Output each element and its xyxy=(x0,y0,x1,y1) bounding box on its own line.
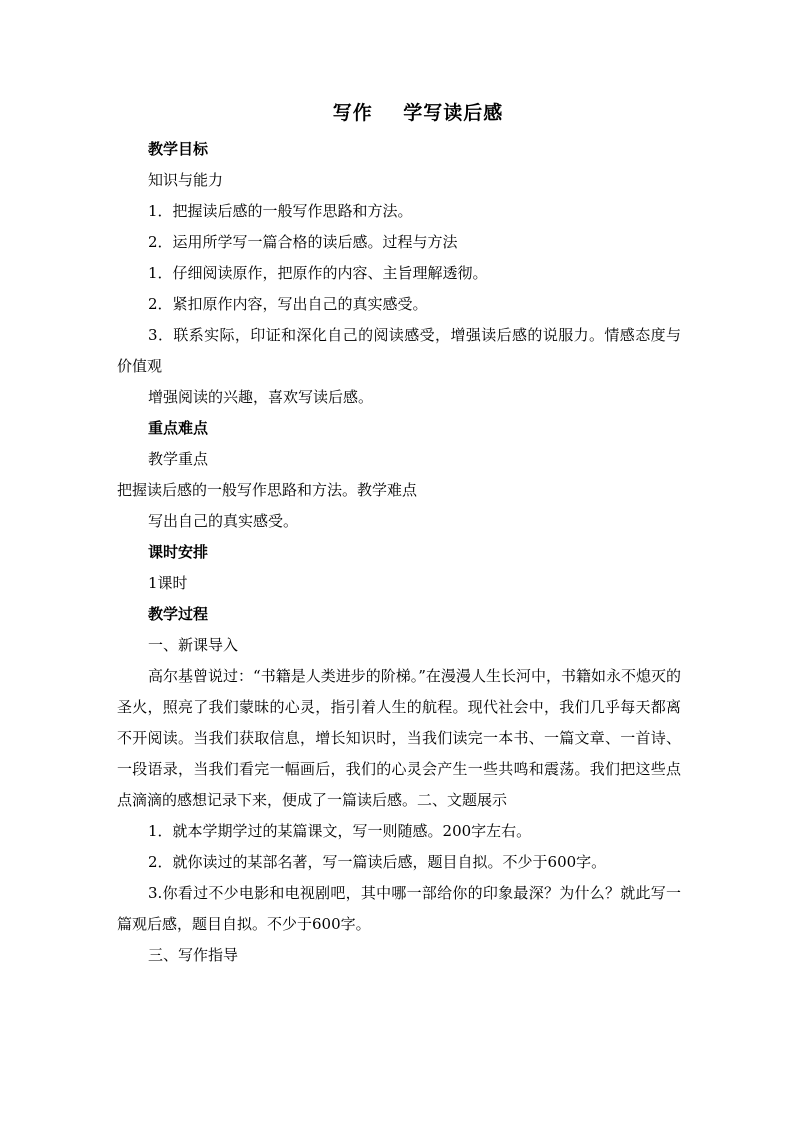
paragraph: 三、写作指导 xyxy=(148,946,239,964)
paragraph: 增强阅读的兴趣，喜欢写读后感。 xyxy=(148,388,374,406)
heading-teaching-goals: 教学目标 xyxy=(148,140,209,158)
paragraph: 1．把握读后感的一般写作思路和方法。 xyxy=(148,202,413,220)
heading-teaching-process: 教学过程 xyxy=(148,605,209,623)
paragraph: 知识与能力 xyxy=(148,171,224,189)
paragraph: 2．紧扣原作内容，写出自己的真实感受。 xyxy=(148,295,428,313)
paragraph: 高尔基曾说过：“书籍是人类进步的阶梯。”在漫漫人生长河中，书籍如永不熄灭的圣火，照亮了我们蒙昧的心灵，指引着人生的航程。现代社会中，我们几乎每天都离不开阅读。当我们获取信息，增长知识时，当我们读完一本书、一篇文章、一首诗、一段语录，当我们看完一幅画后，我们的心灵会产生一些共鸣和震荡。我们把这些点点滴滴的感想记录下来，便成了一篇读后感。二、文题展示 xyxy=(117,667,681,809)
paragraph: 教学重点 xyxy=(148,450,209,468)
paragraph: 1．就本学期学过的某篇课文，写一则随感。200字左右。 xyxy=(148,822,532,840)
paragraph: 2．就你读过的某部名著，写一篇读后感，题目自拟。不少于600字。 xyxy=(148,853,607,871)
heading-key-difficulties: 重点难点 xyxy=(148,419,209,437)
paragraph: 写出自己的真实感受。 xyxy=(148,512,299,530)
document-body xyxy=(117,134,681,971)
paragraph: 3．联系实际，印证和深化自己的阅读感受，增强读后感的说服力。情感态度与价值观 xyxy=(117,326,681,375)
paragraph: 3.你看过不少电影和电视剧吧，其中哪一部给你的印象最深？为什么？就此写一篇观后感，题目自拟。不少于600字。 xyxy=(117,884,681,933)
paragraph: 1课时 xyxy=(148,574,188,592)
paragraph: 1．仔细阅读原作，把原作的内容、主旨理解透彻。 xyxy=(148,264,488,282)
document-title: 写作 学写读后感 xyxy=(332,102,504,124)
paragraph: 2．运用所学写一篇合格的读后感。过程与方法 xyxy=(148,233,458,251)
paragraph: 把握读后感的一般写作思路和方法。教学难点 xyxy=(117,481,418,499)
heading-schedule: 课时安排 xyxy=(148,543,209,561)
paragraph: 一、新课导入 xyxy=(148,636,239,654)
